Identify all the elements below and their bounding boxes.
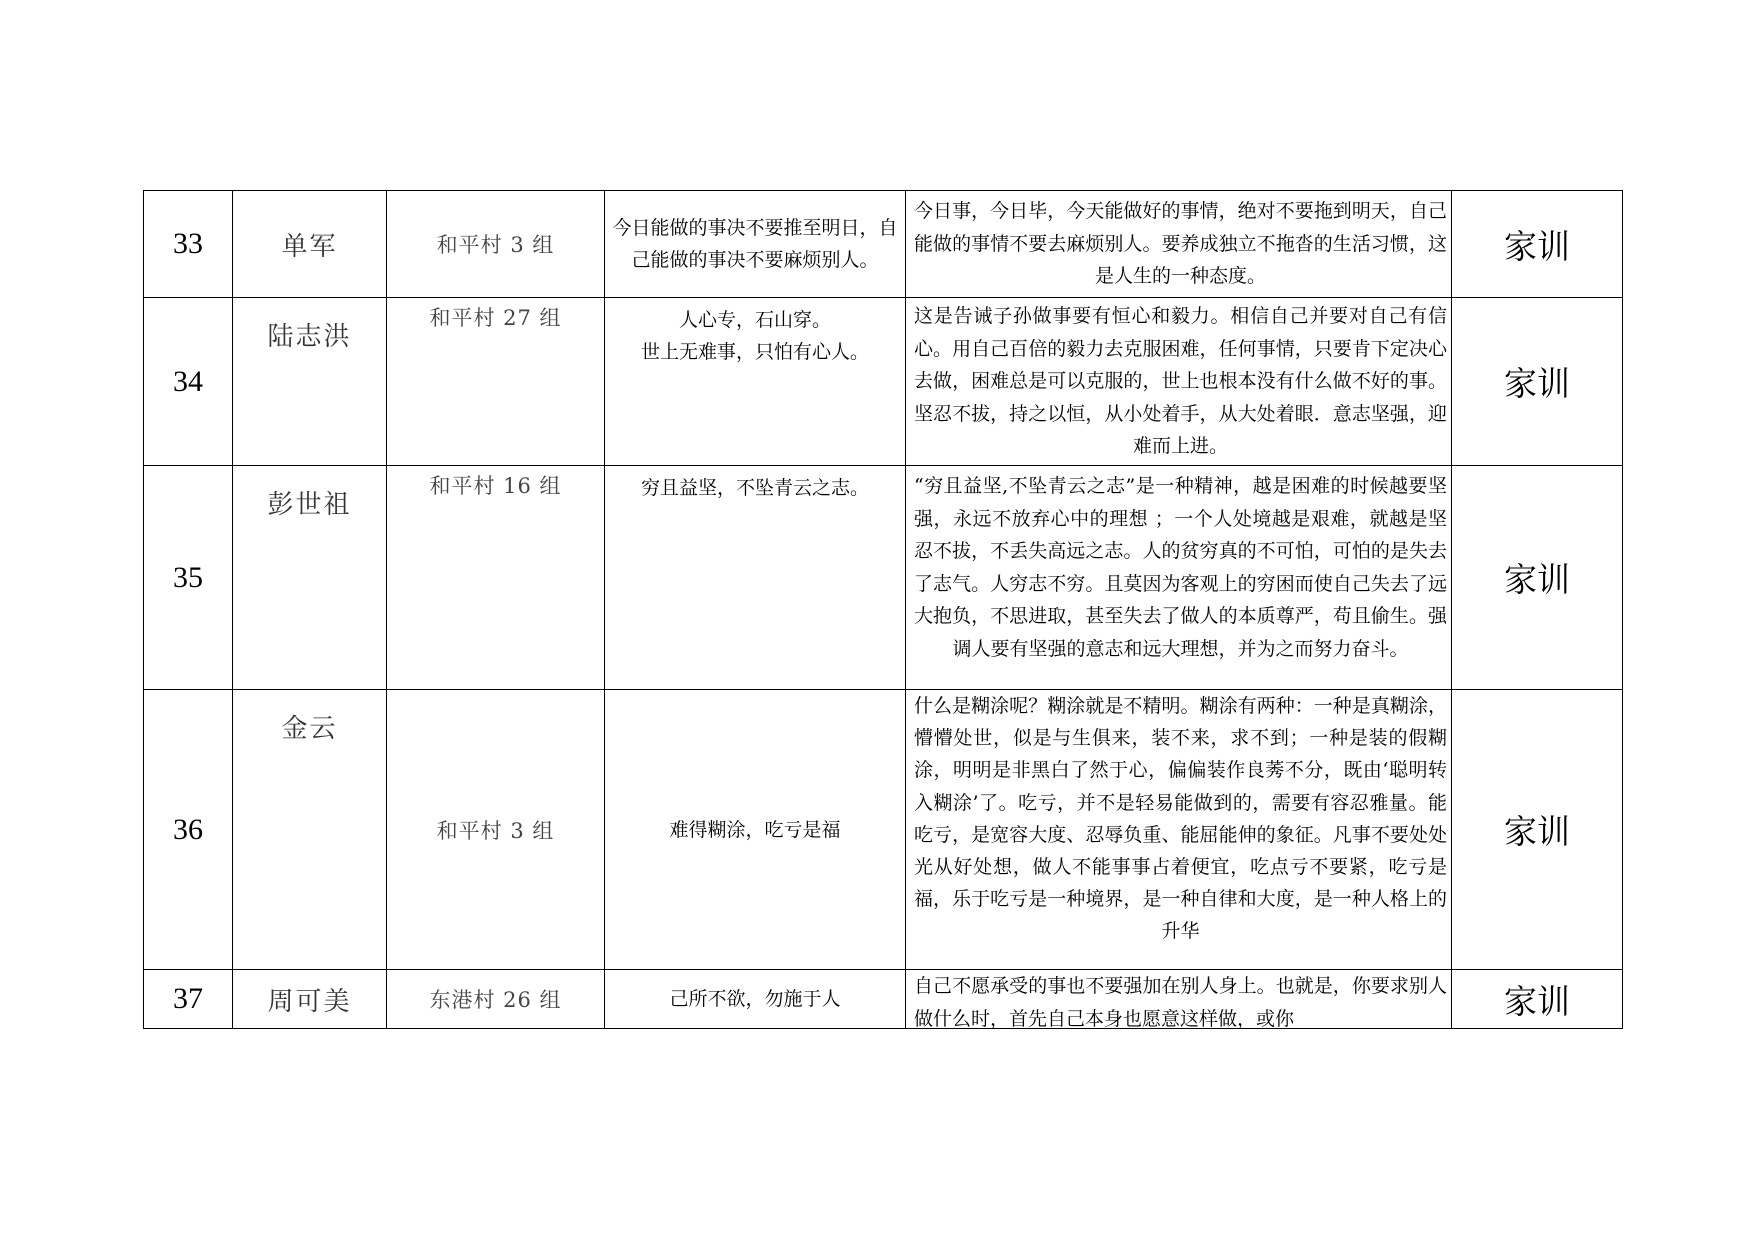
motto-type: 家训 [1452,466,1623,690]
village-group: 东港村 26 组 [387,970,605,1029]
family-motto: 今日能做的事决不要推至明日，自己能做的事决不要麻烦别人。 [605,191,906,298]
table-row [144,298,1623,466]
row-number: 33 [144,191,233,298]
motto-type: 家训 [1452,298,1623,466]
row-number: 35 [144,466,233,690]
village-group: 和平村 16 组 [387,466,605,690]
family-motto [605,298,906,466]
motto-type: 家训 [1452,690,1623,970]
village-group: 和平村 3 组 [387,690,605,970]
motto-line: 世上无难事，只怕有心人。 [640,341,869,363]
motto-explanation-text: 自己不愿承受的事也不要强加在别人身上。也就是，你要求别人做什么时，首先自己本身也愿意这样做，或你 [914,975,1447,1028]
family-motto: 己所不欲，勿施于人 [605,970,906,1029]
motto-explanation: 今日事，今日毕，今天能做好的事情，绝对不要拖到明天，自己能做的事情不要去麻烦别人。要养成独立不拖沓的生活习惯，这是人生的一种态度。 [906,191,1452,298]
motto-line: 人心专，石山穿。 [678,309,831,331]
motto-explanation: 什么是糊涂呢？糊涂就是不精明。糊涂有两种：一种是真糊涂，懵懵处世，似是与生俱来，装不来，求不到；一种是装的假糊涂，明明是非黑白了然于心，偏偏装作良莠不分，既由‘聪明转入糊涂’了。吃亏，并不是轻易能做到的，需要有容忍雅量。能吃亏，是宽容大度、忍辱负重、能屈能伸的象征。凡事不要处处光从好处想，做人不能事事占着便宜，吃点亏不要紧，吃亏是福，乐于吃亏是一种境界，是一种自律和大度，是一种人格上的升华 [906,690,1452,970]
family-motto-table [143,190,1623,1029]
family-head-name: 金云 [233,690,387,970]
motto-type: 家训 [1452,970,1623,1029]
row-number: 34 [144,298,233,466]
table-row [144,466,1623,690]
village-group: 和平村 3 组 [387,191,605,298]
village-group: 和平村 27 组 [387,298,605,466]
family-head-name: 周可美 [233,970,387,1029]
family-motto: 穷且益坚，不坠青云之志。 [605,466,906,690]
table-row [144,970,1623,1029]
table-row [144,690,1623,970]
motto-explanation [906,970,1452,1029]
family-head-name: 彭世祖 [233,466,387,690]
row-number: 36 [144,690,233,970]
family-head-name: 陆志洪 [233,298,387,466]
row-number: 37 [144,970,233,1029]
motto-explanation: 这是告诫子孙做事要有恒心和毅力。相信自己并要对自己有信心。用自己百倍的毅力去克服困难，任何事情，只要肯下定决心去做，困难总是可以克服的，世上也根本没有什么做不好的事。坚忍不拔，持之以恒，从小处着手，从大处着眼．意志坚强，迎难而上进。 [906,298,1452,466]
motto-type: 家训 [1452,191,1623,298]
family-head-name: 单军 [233,191,387,298]
table-row [144,191,1623,298]
motto-explanation: “穷且益坚,不坠青云之志”是一种精神，越是困难的时候越要坚强，永远不放弃心中的理想 ；一个人处境越是艰难，就越是坚忍不拔，不丢失高远之志。人的贫穷真的不可怕，可怕的是失去了志气。人穷志不穷。且莫因为客观上的穷困而使自己失去了远大抱负，不思进取，甚至失去了做人的本质尊严，苟且偷生。强调人要有坚强的意志和远大理想，并为之而努力奋斗。 [906,466,1452,690]
family-motto: 难得糊涂，吃亏是福 [605,690,906,970]
